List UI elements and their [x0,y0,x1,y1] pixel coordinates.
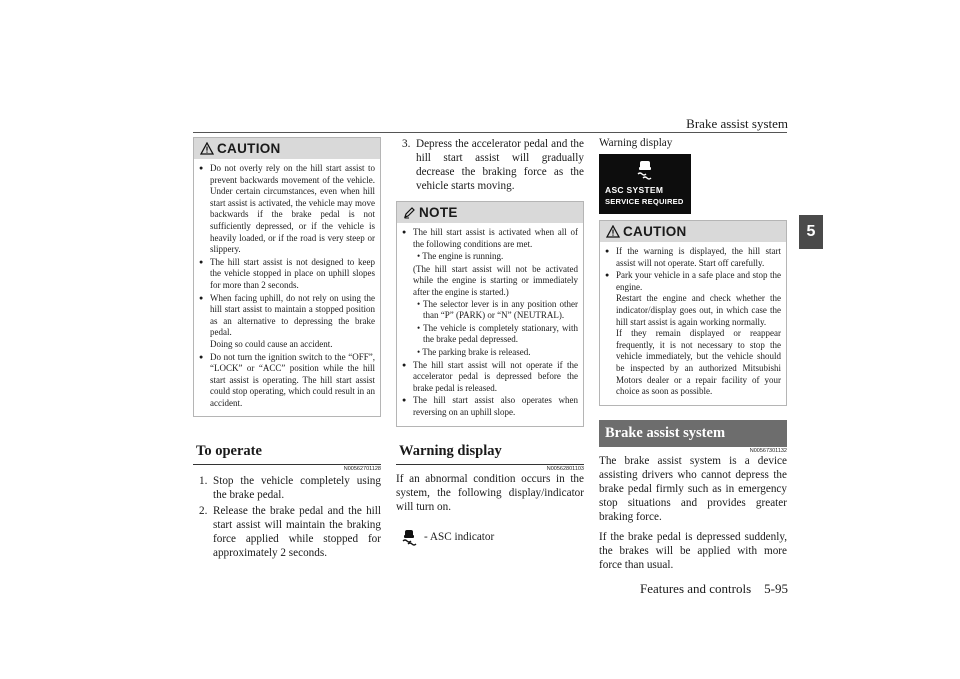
condition-item: • The selector lever is in any position other than “P” (PARK) or “N” (NEUTRAL). [417,298,578,321]
note-box [396,201,584,427]
condition-item: • The vehicle is completely stationary, with the brake pedal depressed. [417,322,578,345]
column-left [193,137,381,560]
note-body [397,223,583,426]
section-code: N00562701128 [343,466,381,473]
to-operate-steps [193,474,381,560]
caution-box-warning [599,220,787,406]
note-header [397,202,583,223]
bullet-icon: ● [199,164,204,172]
list-item: ● Do not overly rely on the hill start assist to prevent backwards movement of the vehicle. Under certain circumstances, even when hill start assist is activated, the vehicle may move backwards if the brake pedal is not sufficiently depressed, or if the vehicle is heavily loaded, or if the road is very steep or slippery. [199,163,375,255]
caution-header [194,138,380,159]
bullet-icon: ● [199,293,204,302]
page-header-title: Brake assist system [686,116,788,131]
chapter-tab: 5 [799,215,823,249]
caution-box [193,137,381,417]
caution-body [194,159,380,416]
brake-assist-text [599,454,787,572]
condition-item: • The engine is running. [417,251,504,262]
paragraph: The brake assist system is a device assisting drivers who cannot depress the brake pedal firmly such as in emergency stop situations and provides greater braking force. [599,454,787,523]
page-footer: Features and controls 5-95 [639,581,788,596]
display-line-2: SERVICE REQUIRED [605,197,684,206]
list-item: ● The hill start assist is not designed to keep the vehicle stopped in place on uphill slopes for more than 2 seconds. [199,256,375,290]
note-title: NOTE [419,205,458,220]
warning-display-label: Warning display [599,137,673,149]
step-item: 3. Depress the accelerator pedal and the hill start assist will gradually decrease the braking force as the vehicle starts moving. [402,138,584,192]
caution-title: CAUTION [623,224,687,239]
step-item: 2. Release the brake pedal and the hill start assist will maintain the braking force applied while stopped for approximately 2 seconds. [199,505,381,560]
bullet-icon: ● [402,360,407,369]
section-heading-to-operate: To operate [193,439,381,465]
caution-title: CAUTION [217,141,281,156]
skidding-car-icon [637,160,653,180]
bullet-icon: ● [402,396,407,405]
asc-indicator-row [396,528,584,546]
asc-warning-display-image [599,154,691,214]
paragraph: If the brake pedal is depressed suddenly, the brakes will be applied with more force than usual. [599,530,787,571]
list-item: ● When facing uphill, do not rely on using the hill start assist to maintain a stopped position as an alternative to depressing the brake pedal. Doing so could cause an accident. [199,292,375,349]
column-right [599,137,787,572]
skidding-car-icon [400,528,418,546]
bullet-icon: ● [199,352,204,361]
list-item: ● Park your vehicle in a safe place and stop the engine. Restart the engine and check whether the indicator/display goes out, in which case the hill start assist is again working normally. If they remain displayed or reappear frequently, it is not necessary to stop the vehicle immediately, but the vehicle should be inspected by an authorized Mitsubishi Motors dealer or a repair facility of your choice as soon as possible. [605,270,781,397]
bullet-icon: ● [199,257,204,266]
header-rule [193,132,787,133]
section-code: N00567301132 [749,447,787,454]
bullet-icon: ● [605,271,610,280]
list-item: ● The hill start assist is activated when all of the following conditions are met. [402,227,578,249]
warning-triangle-icon [200,142,214,155]
note-pencil-icon [403,206,416,219]
list-item: ● The hill start assist will not operate if the accelerator pedal is depressed before the brake pedal is released. [402,359,578,393]
step-3 [396,137,584,193]
section-heading-brake-assist: Brake assist system [599,420,787,447]
section-heading-warning-display: Warning display [396,439,584,465]
step-item: 1. Stop the vehicle completely using the brake pedal. [199,475,381,502]
column-middle [396,137,584,546]
list-item: ● If the warning is displayed, the hill start assist will not operate. Start off carefully. [605,246,781,268]
list-item: ● The hill start assist also operates when reversing on an uphill slope. [402,395,578,417]
asc-indicator-label: - ASC indicator [424,530,495,543]
caution-header [600,221,786,242]
bullet-icon: ● [402,228,407,236]
bullet-icon: ● [605,247,610,255]
warning-triangle-icon [606,225,620,238]
warning-display-text: If an abnormal condition occurs in the system, the following display/indicator will turn on. [396,472,584,513]
section-code: N00562801103 [546,465,584,472]
display-line-1: ASC SYSTEM [605,185,664,195]
condition-item: • The parking brake is released. [417,346,531,357]
list-item: ● Do not turn the ignition switch to the “OFF”, “LOCK” or “ACC” position while the hill start assist is operating. The hill start assist could stop operating, which could result in an accident. [199,351,375,408]
caution-body [600,242,786,405]
condition-detail: (The hill start assist will not be activated while the engine is starting or immediately after the engine is started.) [413,263,578,297]
